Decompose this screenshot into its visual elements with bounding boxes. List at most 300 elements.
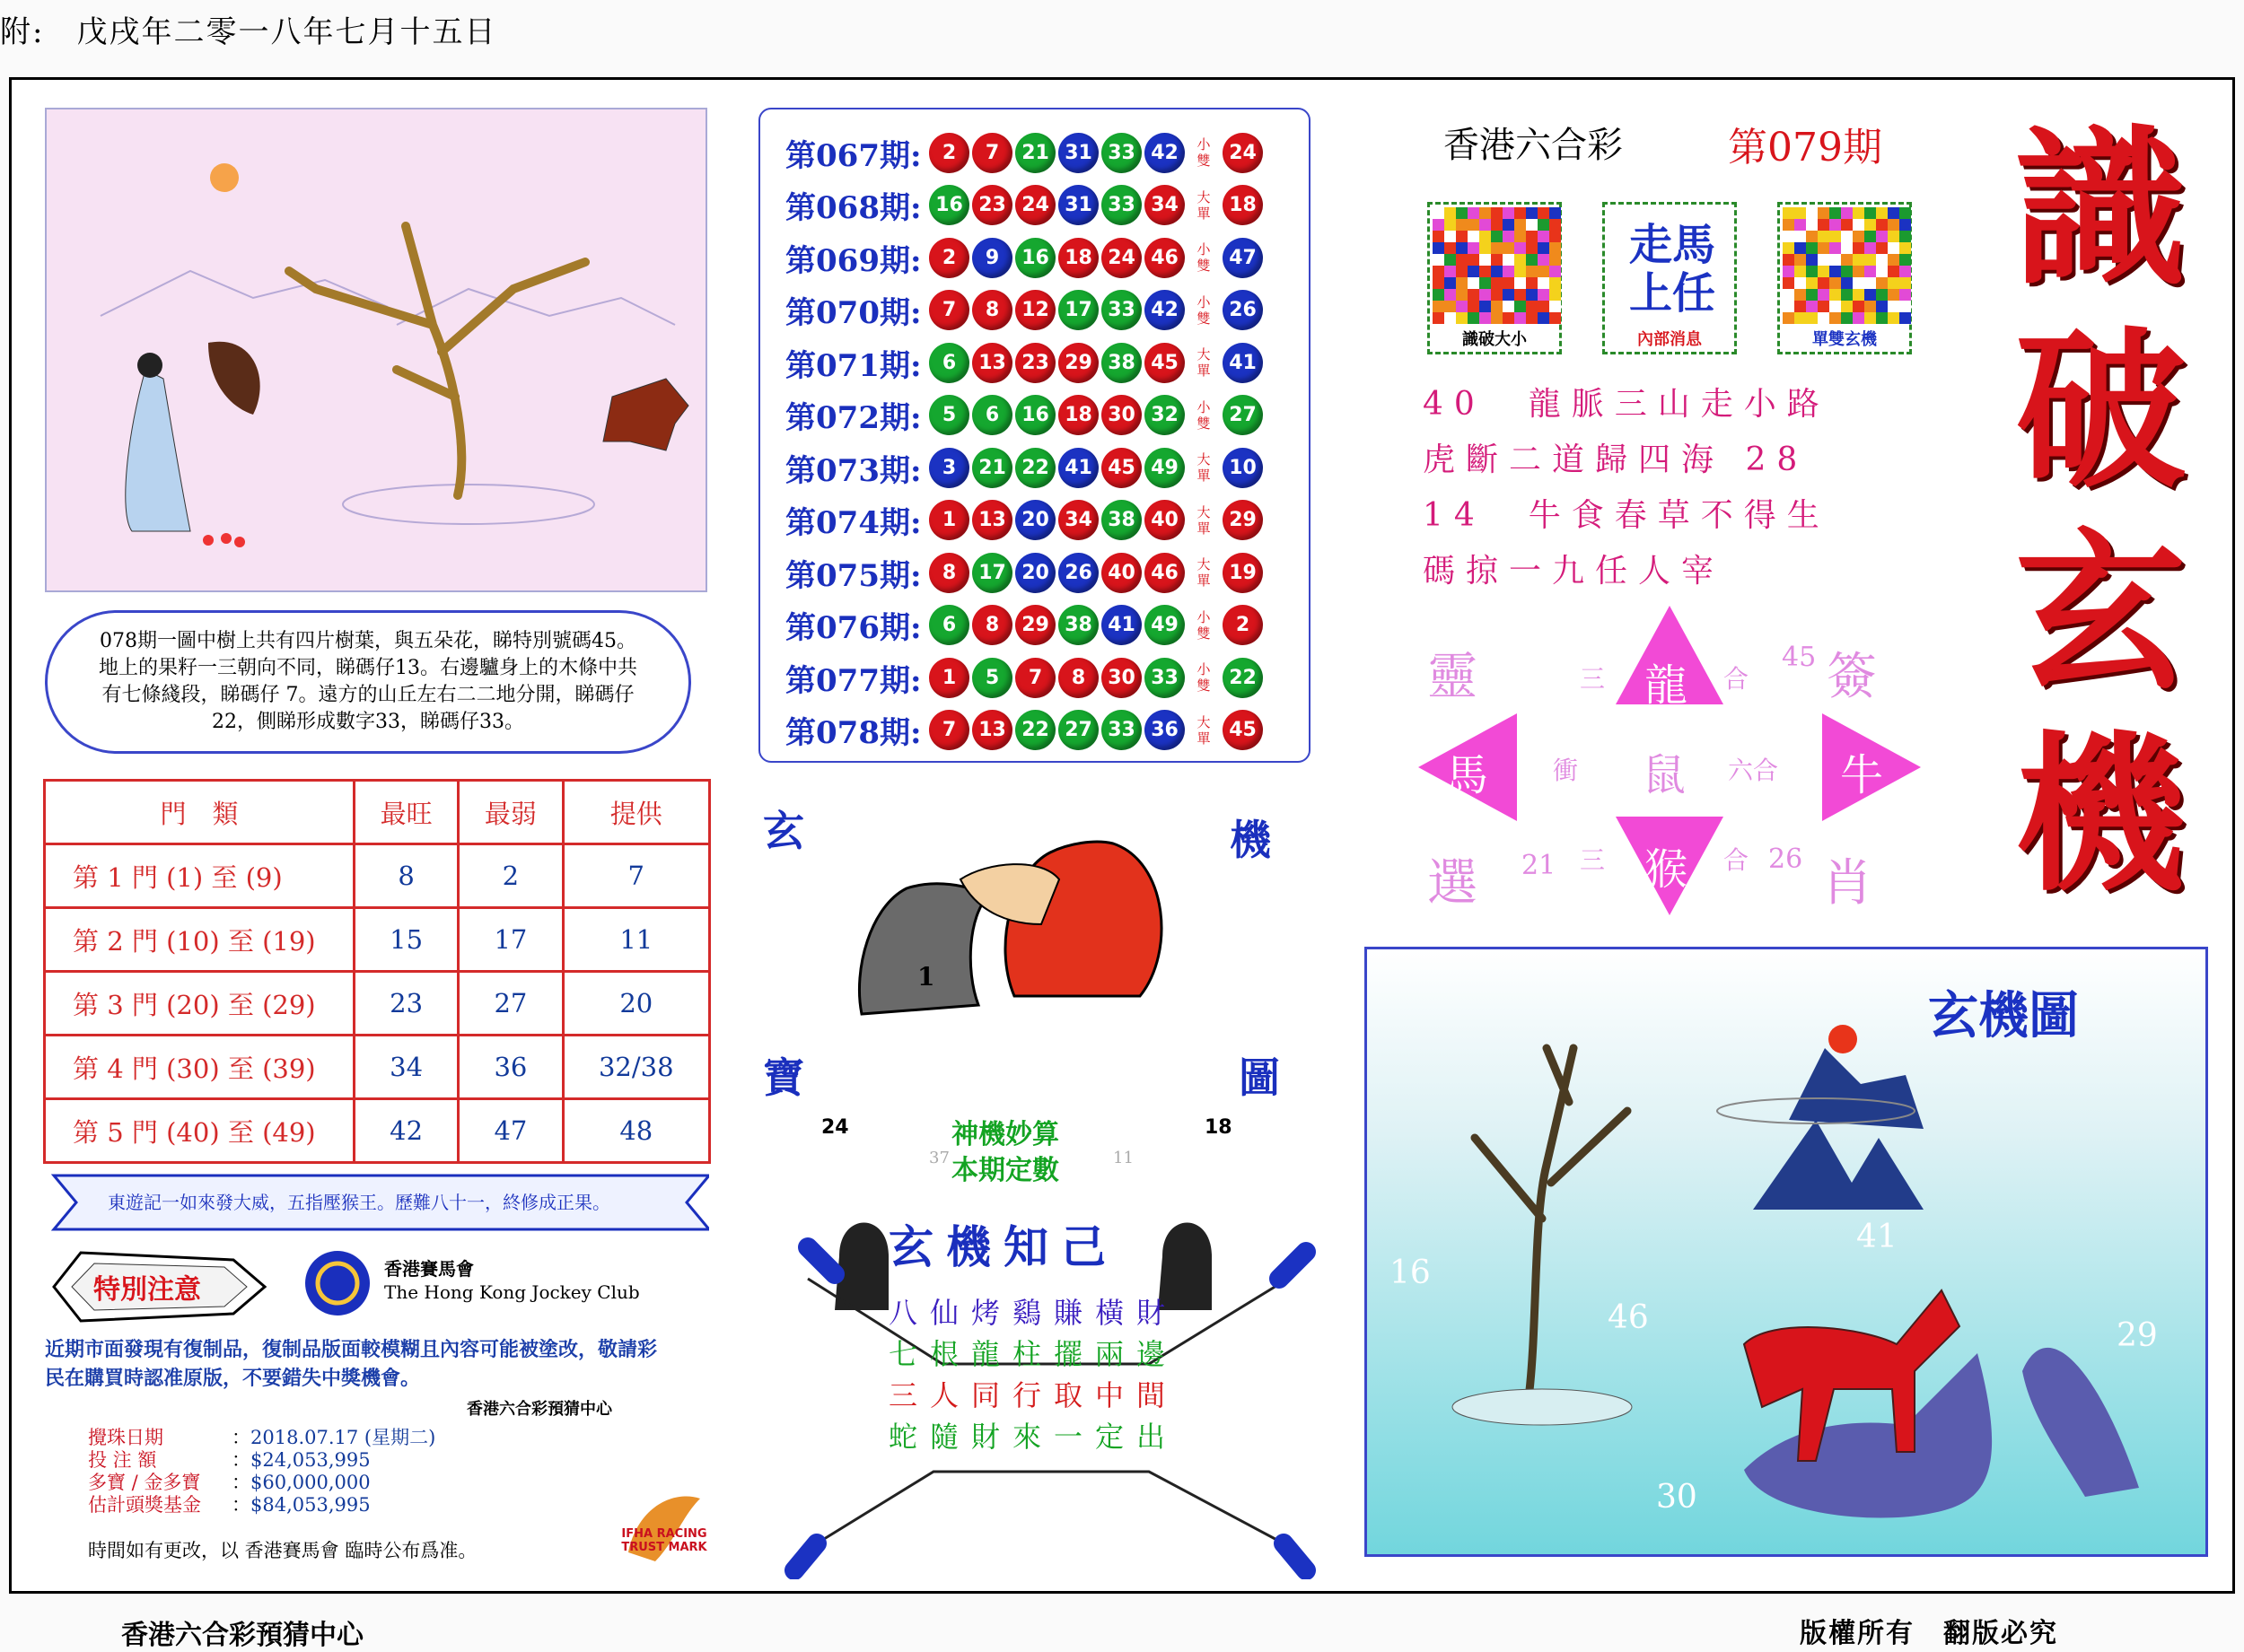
- mosaic-cell: [1818, 254, 1829, 266]
- result-row: [785, 652, 1263, 703]
- size-tag: 小: [1197, 608, 1211, 625]
- mosaic-cell: [1829, 231, 1841, 242]
- number-ball: 2: [929, 238, 969, 278]
- result-balls: [929, 710, 1263, 750]
- parity-tag: 雙: [1197, 153, 1211, 169]
- parity-tag: 單: [1197, 520, 1211, 537]
- number-ball: 16: [1015, 238, 1056, 278]
- result-balls: [929, 343, 1263, 383]
- mosaic-cell: [1899, 266, 1911, 277]
- number-ball: 42: [1144, 133, 1185, 173]
- parity-tag: 雙: [1197, 415, 1211, 432]
- number-ball: 18: [1058, 395, 1099, 435]
- door-offer: 11: [563, 908, 709, 972]
- mosaic-cell: [1456, 301, 1468, 312]
- mosaic-cell: [1491, 207, 1503, 219]
- number-ball: 30: [1101, 395, 1142, 435]
- mosaic-cell: [1503, 207, 1514, 219]
- result-row: [785, 442, 1263, 493]
- tile-size: [1427, 202, 1562, 354]
- mosaic-cell: [1888, 312, 1899, 324]
- mosaic-cell: [1876, 242, 1888, 254]
- number-ball: 30: [1101, 658, 1142, 698]
- size-tag: 大: [1197, 188, 1211, 205]
- mosaic-cell: [1794, 231, 1806, 242]
- mosaic-cell: [1479, 312, 1491, 324]
- mosaic-cell: [1491, 289, 1503, 301]
- number-ball: 27: [1058, 710, 1099, 750]
- mosaic-cell: [1864, 289, 1876, 301]
- compass-br: 肖: [1822, 854, 1872, 913]
- mosaic-cell: [1888, 266, 1899, 277]
- side-left: 寶: [763, 1053, 804, 1102]
- number-ball: 7: [1015, 658, 1056, 698]
- result-period: 第071期:: [785, 347, 922, 384]
- mosaic-cell: [1864, 231, 1876, 242]
- mosaic-cell: [1468, 207, 1479, 219]
- mosaic-cell: [1503, 312, 1514, 324]
- door-row: [45, 844, 710, 908]
- mosaic-cell: [1853, 289, 1864, 301]
- mosaic-cell: [1864, 254, 1876, 266]
- mosaic-cell: [1818, 301, 1829, 312]
- mosaic-cell: [1468, 277, 1479, 289]
- mosaic-cell: [1818, 312, 1829, 324]
- mosaic-cell: [1841, 312, 1853, 324]
- mosaic-cell: [1888, 289, 1899, 301]
- door-label: 第 3 門 (20) 至 (29): [45, 972, 355, 1036]
- mosaic-cell: [1783, 231, 1794, 242]
- draw-value: $84,053,995: [250, 1494, 371, 1516]
- mosaic-cell: [1783, 312, 1794, 324]
- mosaic-cell: [1783, 254, 1794, 266]
- result-period: 第068期:: [785, 190, 922, 226]
- number-ball: 38: [1058, 605, 1099, 645]
- number-ball: 7: [929, 710, 969, 750]
- sign-title: 玄機知己: [889, 1220, 1118, 1273]
- mosaic-cell: [1444, 277, 1456, 289]
- mosaic-cell: [1479, 277, 1491, 289]
- result-balls: [929, 133, 1263, 173]
- mosaic-cell: [1853, 301, 1864, 312]
- draw-key: 投 注 額: [88, 1449, 157, 1471]
- mosaic-cell: [1514, 231, 1526, 242]
- mosaic-cell: [1876, 289, 1888, 301]
- mosaic-cell: [1433, 312, 1444, 324]
- mosaic-cell: [1888, 242, 1899, 254]
- mosaic-cell: [1794, 219, 1806, 231]
- number-ball: 41: [1101, 605, 1142, 645]
- number-ball: 40: [1144, 500, 1185, 540]
- mosaic-cell: [1794, 242, 1806, 254]
- mosaic-cell: [1456, 266, 1468, 277]
- door-hot: 42: [355, 1099, 459, 1163]
- poem-line: 蛇隨財來一定出: [889, 1420, 1179, 1454]
- mosaic-cell: [1818, 266, 1829, 277]
- number-ball: 6: [929, 343, 969, 383]
- mosaic-cell: [1526, 207, 1538, 219]
- mosaic-cell: [1899, 312, 1911, 324]
- mosaic-cell: [1514, 254, 1526, 266]
- tile-caption: 單雙玄機: [1812, 330, 1877, 349]
- door-offer: 48: [563, 1099, 709, 1163]
- riddle-explanation: 078期一圖中樹上共有四片樹葉，與五朵花，睇特別號碼45。地上的果籽一三朝向不同，睇碼仔13。右邊驢身上的木條中共有七條綫段，睇碼仔 7。遠方的山丘左右二二地分開，睇碼仔22，側睇形成數字33，睇碼仔33。: [45, 610, 691, 754]
- number-ball: 42: [1144, 290, 1185, 330]
- mosaic-cell: [1876, 301, 1888, 312]
- mosaic-cell: [1491, 266, 1503, 277]
- mosaic-cell: [1864, 266, 1876, 277]
- number-ball: 17: [972, 553, 1012, 593]
- mosaic-cell: [1888, 207, 1899, 219]
- compass-small: 合: [1723, 664, 1749, 694]
- mosaic-cell: [1479, 231, 1491, 242]
- number-ball: 8: [929, 553, 969, 593]
- number-ball: 49: [1144, 448, 1185, 488]
- mosaic-cell: [1853, 312, 1864, 324]
- special-ball: 18: [1223, 185, 1263, 225]
- size-parity-tag: [1188, 500, 1220, 540]
- mosaic-cell: [1899, 277, 1911, 289]
- mosaic-cell: [1876, 219, 1888, 231]
- poem: [889, 1292, 1178, 1457]
- mosaic-cell: [1526, 289, 1538, 301]
- size-tag: 大: [1197, 346, 1211, 363]
- mosaic-cell: [1549, 277, 1561, 289]
- mosaic-cell: [1783, 207, 1794, 219]
- compass-number: 26: [1768, 843, 1803, 875]
- number-ball: 46: [1144, 238, 1185, 278]
- verse-line: 40 龍脈三山走小路: [1423, 386, 1830, 423]
- special-ball: 41: [1223, 343, 1263, 383]
- pic-number: 46: [1608, 1299, 1649, 1336]
- mosaic-cell: [1538, 231, 1549, 242]
- door-offer: 20: [563, 972, 709, 1036]
- size-parity-tag: [1188, 553, 1220, 593]
- parity-tag: 雙: [1197, 258, 1211, 274]
- result-balls: [929, 395, 1263, 435]
- result-period: 第074期:: [785, 505, 922, 541]
- compass-bl: 選: [1427, 854, 1477, 913]
- number-ball: 49: [1144, 605, 1185, 645]
- mosaic-cell: [1538, 277, 1549, 289]
- mosaic-cell: [1514, 312, 1526, 324]
- tile-caption: 內部消息: [1637, 330, 1702, 349]
- door-cold: 27: [459, 972, 563, 1036]
- mosaic-cell: [1444, 231, 1456, 242]
- mosaic-cell: [1433, 207, 1444, 219]
- mosaic-cell: [1538, 312, 1549, 324]
- number-ball: 31: [1058, 185, 1099, 225]
- number-ball: 33: [1101, 185, 1142, 225]
- result-row: [785, 285, 1263, 336]
- pic-number: 16: [1389, 1254, 1431, 1291]
- number-ball: 6: [929, 605, 969, 645]
- mosaic-cell: [1876, 266, 1888, 277]
- compass-bottom: 猴: [1644, 844, 1688, 895]
- draw-value: $60,000,000: [250, 1472, 371, 1493]
- mosaic-cell: [1829, 207, 1841, 219]
- mosaic-cell: [1899, 207, 1911, 219]
- mosaic-cell: [1549, 254, 1561, 266]
- door-cold: 17: [459, 908, 563, 972]
- door-label: 第 4 門 (30) 至 (39): [45, 1036, 355, 1099]
- verse: [1423, 377, 1830, 599]
- number-ball: 13: [972, 500, 1012, 540]
- result-period: 第069期:: [785, 242, 922, 279]
- mosaic-cell: [1491, 312, 1503, 324]
- number-ball: 29: [1015, 605, 1056, 645]
- pic-number: 29: [2117, 1317, 2158, 1354]
- verse-line: 虎斷二道歸四海 28: [1423, 441, 1809, 478]
- mosaic-cell: [1456, 277, 1468, 289]
- mosaic-cell: [1549, 219, 1561, 231]
- number-ball: 13: [972, 343, 1012, 383]
- door-label: 第 2 門 (10) 至 (19): [45, 908, 355, 972]
- parity-tag: 單: [1197, 730, 1211, 747]
- number-ball: 5: [929, 395, 969, 435]
- mosaic-cell: [1549, 312, 1561, 324]
- mosaic-cell: [1783, 219, 1794, 231]
- mosaic-cell: [1514, 219, 1526, 231]
- lottery-name: 香港六合彩: [1443, 125, 1623, 166]
- compass-tr: 簽: [1827, 648, 1877, 706]
- parity-tag: 單: [1197, 468, 1211, 484]
- corner-right: 機: [1230, 816, 1271, 864]
- compass-top: 龍: [1644, 660, 1688, 711]
- verse-line: 碼掠一九任人宰: [1423, 553, 1725, 590]
- number-ball: 17: [1058, 290, 1099, 330]
- hkjc-name-en: The Hong Kong Jockey Club: [384, 1281, 640, 1303]
- mosaic-cell: [1549, 242, 1561, 254]
- compass-left: 馬: [1445, 750, 1489, 800]
- size-parity-tag: [1188, 448, 1220, 488]
- mosaic-cell: [1526, 254, 1538, 266]
- number-ball: 20: [1015, 553, 1056, 593]
- mosaic-cell: [1864, 277, 1876, 289]
- number-ball: 34: [1058, 500, 1099, 540]
- result-balls: [929, 290, 1263, 330]
- draw-key: 攪珠日期: [88, 1427, 163, 1448]
- door-hot: 15: [355, 908, 459, 972]
- number-ball: 1: [929, 500, 969, 540]
- mosaic-cell: [1491, 301, 1503, 312]
- mosaic-cell: [1783, 242, 1794, 254]
- size-parity-tag: [1188, 238, 1220, 278]
- mosaic-cell: [1433, 242, 1444, 254]
- mosaic-cell: [1526, 312, 1538, 324]
- mosaic-cell: [1503, 277, 1514, 289]
- door-cold: 47: [459, 1099, 563, 1163]
- mosaic-cell: [1794, 312, 1806, 324]
- mosaic-cell: [1468, 289, 1479, 301]
- mosaic-cell: [1794, 254, 1806, 266]
- door-header-offer: 提供: [563, 781, 709, 844]
- small-number-1: 37: [929, 1149, 950, 1167]
- number-ball: 2: [929, 133, 969, 173]
- pic-title: 玄機圖: [1928, 986, 2079, 1045]
- big-title: [1993, 108, 2208, 915]
- mosaic-cell: [1468, 231, 1479, 242]
- tile-news: [1602, 202, 1737, 354]
- footer-left: 香港六合彩預猜中心: [121, 1620, 364, 1651]
- mosaic-cell: [1876, 312, 1888, 324]
- ifha-logo: [619, 1472, 709, 1570]
- mosaic-cell: [1456, 289, 1468, 301]
- mosaic-cell: [1538, 289, 1549, 301]
- mosaic-cell: [1526, 266, 1538, 277]
- mosaic-cell: [1549, 301, 1561, 312]
- result-balls: [929, 238, 1263, 278]
- door-row: [45, 1099, 710, 1163]
- mosaic-cell: [1899, 242, 1911, 254]
- poem-line: 八仙烤鷄賺橫財: [889, 1296, 1179, 1330]
- compass-small: 六合: [1728, 756, 1779, 785]
- warning-text: 近期市面發現有復制品，復制品版面較模糊且內容可能被塗改，敬請彩民在購買時認准原版，不要錯失中獎機會。: [45, 1338, 658, 1390]
- number-ball: 16: [1015, 395, 1056, 435]
- mosaic-cell: [1456, 242, 1468, 254]
- door-header-cold: 最弱: [459, 781, 563, 844]
- side-right: 圖: [1239, 1053, 1280, 1102]
- mosaic-cell: [1829, 312, 1841, 324]
- mosaic-cell: [1806, 219, 1818, 231]
- size-tag: 小: [1197, 293, 1211, 310]
- mosaic-cell: [1806, 242, 1818, 254]
- mosaic-cell: [1829, 242, 1841, 254]
- door-hot: 34: [355, 1036, 459, 1099]
- result-period: 第078期:: [785, 715, 922, 751]
- result-balls: [929, 185, 1263, 225]
- header-date: 附: 戊戌年二零一八年七月十五日: [0, 14, 497, 50]
- mosaic-cell: [1526, 277, 1538, 289]
- big-title-char: 破: [2014, 310, 2186, 511]
- result-row: [785, 127, 1263, 178]
- number-ball: 41: [1058, 448, 1099, 488]
- mosaic-cell: [1503, 254, 1514, 266]
- mosaic-cell: [1841, 207, 1853, 219]
- mosaic-cell: [1806, 254, 1818, 266]
- mosaic-cell: [1794, 289, 1806, 301]
- compass-number: 45: [1782, 642, 1817, 673]
- mosaic-cell: [1806, 266, 1818, 277]
- zodiac-compass: [1418, 606, 1921, 929]
- mosaic-cell: [1444, 254, 1456, 266]
- big-title-char: 識: [2014, 109, 2186, 309]
- result-row: [785, 600, 1263, 651]
- subtitle-line2: 本期定數: [951, 1155, 1059, 1186]
- result-row: [785, 180, 1263, 231]
- mosaic-cell: [1503, 301, 1514, 312]
- number-ball: 8: [972, 290, 1012, 330]
- number-ball: 20: [1015, 500, 1056, 540]
- mosaic-cell: [1853, 242, 1864, 254]
- door-label: 第 1 門 (1) 至 (9): [45, 844, 355, 908]
- special-ball: 19: [1223, 553, 1263, 593]
- warning-sign: 香港六合彩預猜中心: [467, 1400, 612, 1419]
- mosaic-cell: [1526, 231, 1538, 242]
- result-period: 第075期:: [785, 557, 922, 594]
- mosaic-cell: [1468, 219, 1479, 231]
- number-ball: 18: [1058, 238, 1099, 278]
- mosaic-cell: [1829, 219, 1841, 231]
- mosaic-cell: [1514, 277, 1526, 289]
- mosaic-cell: [1479, 301, 1491, 312]
- mosaic-cell: [1888, 277, 1899, 289]
- mosaic-cell: [1479, 219, 1491, 231]
- mosaic-cell: [1783, 301, 1794, 312]
- result-period: 第073期:: [785, 452, 922, 489]
- size-tag: 大: [1197, 451, 1211, 468]
- size-tag: 小: [1197, 398, 1211, 415]
- mosaic-cell: [1503, 266, 1514, 277]
- mosaic-cell: [1538, 207, 1549, 219]
- number-ball: 8: [1058, 658, 1099, 698]
- parity-tag: 雙: [1197, 677, 1211, 694]
- dog-left-number: 24: [821, 1116, 849, 1139]
- mosaic-cell: [1841, 219, 1853, 231]
- size-tag: 小: [1197, 136, 1211, 153]
- mosaic-cell: [1876, 207, 1888, 219]
- size-parity-tag: [1188, 605, 1220, 645]
- size-parity-tag: [1188, 658, 1220, 698]
- number-ball: 1: [929, 658, 969, 698]
- mosaic-cell: [1456, 231, 1468, 242]
- mosaic-cell: [1899, 231, 1911, 242]
- mosaic-cell: [1468, 312, 1479, 324]
- special-ball: 47: [1223, 238, 1263, 278]
- mosaic-cell: [1503, 219, 1514, 231]
- number-ball: 33: [1101, 710, 1142, 750]
- mosaic-cell: [1456, 207, 1468, 219]
- special-ball: 10: [1223, 448, 1263, 488]
- mosaic-cell: [1444, 207, 1456, 219]
- big-title-char: 玄: [2014, 512, 2186, 712]
- number-ball: 16: [929, 185, 969, 225]
- mosaic-cell: [1876, 277, 1888, 289]
- parity-tag: 單: [1197, 363, 1211, 379]
- number-ball: 40: [1101, 553, 1142, 593]
- size-parity-tag: [1188, 290, 1220, 330]
- mosaic-cell: [1794, 266, 1806, 277]
- mosaic-cell: [1468, 266, 1479, 277]
- mosaic-cell: [1818, 242, 1829, 254]
- number-ball: 23: [972, 185, 1012, 225]
- tile-caption: 識破大小: [1462, 330, 1527, 349]
- mosaic-cell: [1829, 277, 1841, 289]
- size-tag: 小: [1197, 661, 1211, 677]
- door-header-type: 門 類: [45, 781, 355, 844]
- compass-small: 合: [1723, 845, 1749, 875]
- door-label: 第 5 門 (40) 至 (49): [45, 1099, 355, 1163]
- mosaic-cell: [1526, 242, 1538, 254]
- mosaic-cell: [1549, 231, 1561, 242]
- pic-number: 30: [1656, 1479, 1697, 1516]
- mosaic-cell: [1841, 242, 1853, 254]
- result-row: [785, 337, 1263, 388]
- parity-tag: 雙: [1197, 625, 1211, 642]
- mosaic-cell: [1479, 266, 1491, 277]
- number-ball: 29: [1058, 343, 1099, 383]
- mosaic-cell: [1864, 219, 1876, 231]
- mosaic-cell: [1479, 289, 1491, 301]
- size-tag: 大: [1197, 713, 1211, 730]
- number-ball: 31: [1058, 133, 1099, 173]
- result-row: [785, 390, 1263, 441]
- mosaic-cell: [1456, 254, 1468, 266]
- mosaic-cell: [1841, 266, 1853, 277]
- number-ball: 45: [1101, 448, 1142, 488]
- number-ball: 33: [1101, 290, 1142, 330]
- compass-center: 鼠: [1643, 750, 1687, 800]
